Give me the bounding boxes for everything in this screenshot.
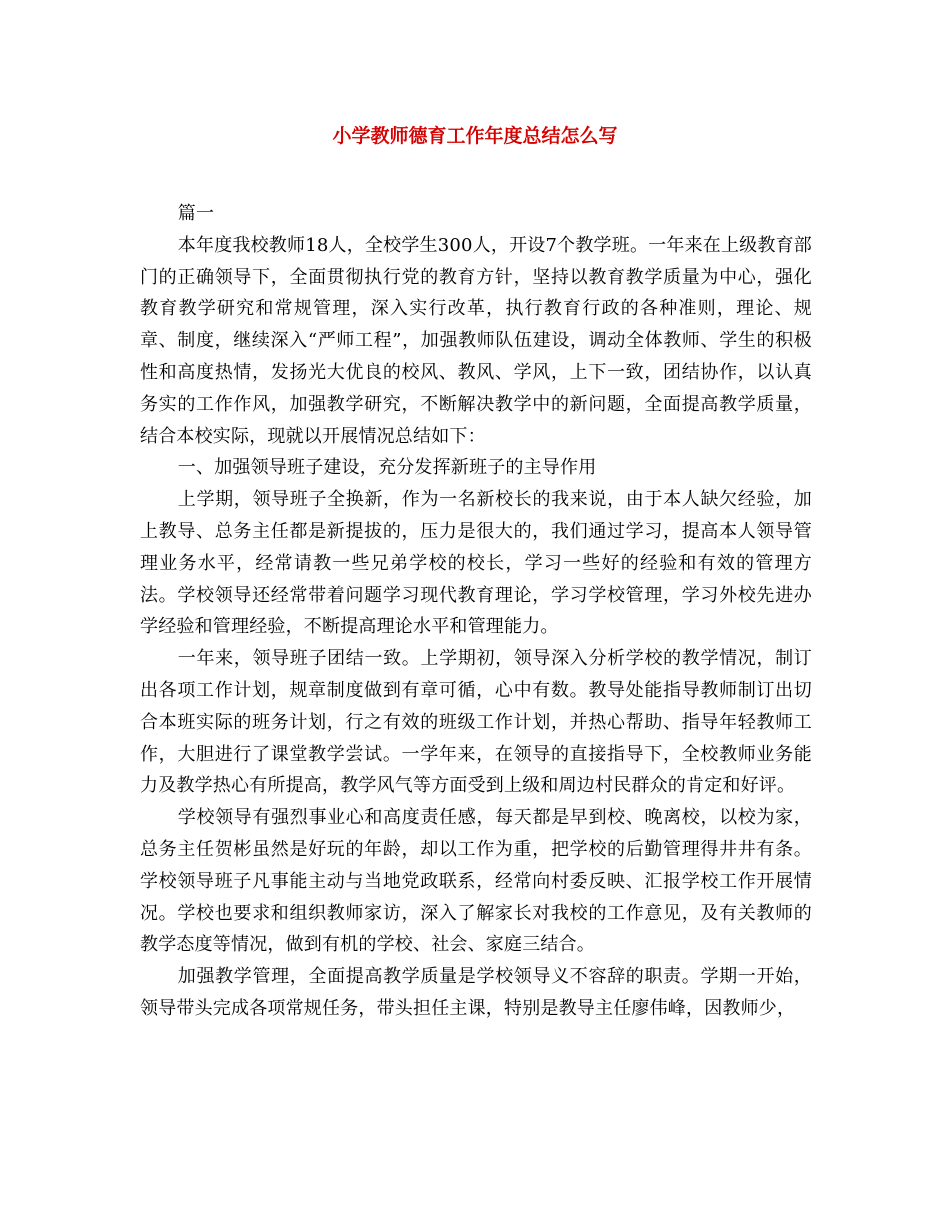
- section-label: 篇一: [177, 203, 215, 224]
- paragraph: 一年来，领导班子团结一致。上学期初，领导深入分析学校的教学情况，制订出各项工作计划，规章制度做到有章可循，心中有数。教导处能指导教师制订出切合本班实际的班务计划，行之有效的班级工作计划，并热心帮助、指导年轻教师工作，大胆进行了课堂教学尝试。一学年来，在领导的直接指导下，全校教师业务能力及教学热心有所提高，教学风气等方面受到上级和周边村民群众的肯定和好评。: [140, 648, 812, 797]
- paragraph: 学校领导有强烈事业心和高度责任感，每天都是早到校、晚离校，以校为家，总务主任贺彬虽然是好玩的年龄，却以工作为重，把学校的后勤管理得井井有条。学校领导班子凡事能主动与当地党政联系，经常向村委反映、汇报学校工作开展情况。学校也要求和组织教师家访，深入了解家长对我校的工作意见，及有关教师的教学态度等情况，做到有机的学校、社会、家庭三结合。: [140, 807, 812, 956]
- paragraph: 加强教学管理，全面提高教学质量是学校领导义不容辞的职责。学期一开始，领导带头完成各项常规任务，带头担任主课，特别是教导主任廖伟峰，因教师少，: [140, 966, 812, 1019]
- document-body: [140, 198, 812, 1025]
- section-heading: 一、加强领导班子建设，充分发挥新班子的主导作用: [177, 457, 597, 479]
- document-title: 小学教师德育工作年度总结怎么写: [332, 125, 618, 147]
- paragraph-intro: 本年度我校教师18人，全校学生300人，开设7个教学班。一年来在上级教育部门的正确领导下，全面贯彻执行党的教育方针，坚持以教育教学质量为中心，强化教育教学研究和常规管理，深入实行改革，执行教育行政的各种准则，理论、规章、制度，继续深入“严师工程”，加强教师队伍建设，调动全体教师、学生的积极性和高度热情，发扬光大优良的校风、教风、学风，上下一致，团结协作，以认真务实的工作作风，加强教学研究，不断解决教学中的新问题，全面提高教学质量，结合本校实际，现就以开展情况总结如下：: [140, 234, 812, 447]
- paragraph: 上学期，领导班子全换新，作为一名新校长的我来说，由于本人缺欠经验，加上教导、总务主任都是新提拔的，压力是很大的，我们通过学习，提高本人领导管理业务水平，经常请教一些兄弟学校的校长，学习一些好的经验和有效的管理方法。学校领导还经常带着问题学习现代教育理论，学习学校管理，学习外校先进办学经验和管理经验，不断提高理论水平和管理能力。: [140, 489, 812, 638]
